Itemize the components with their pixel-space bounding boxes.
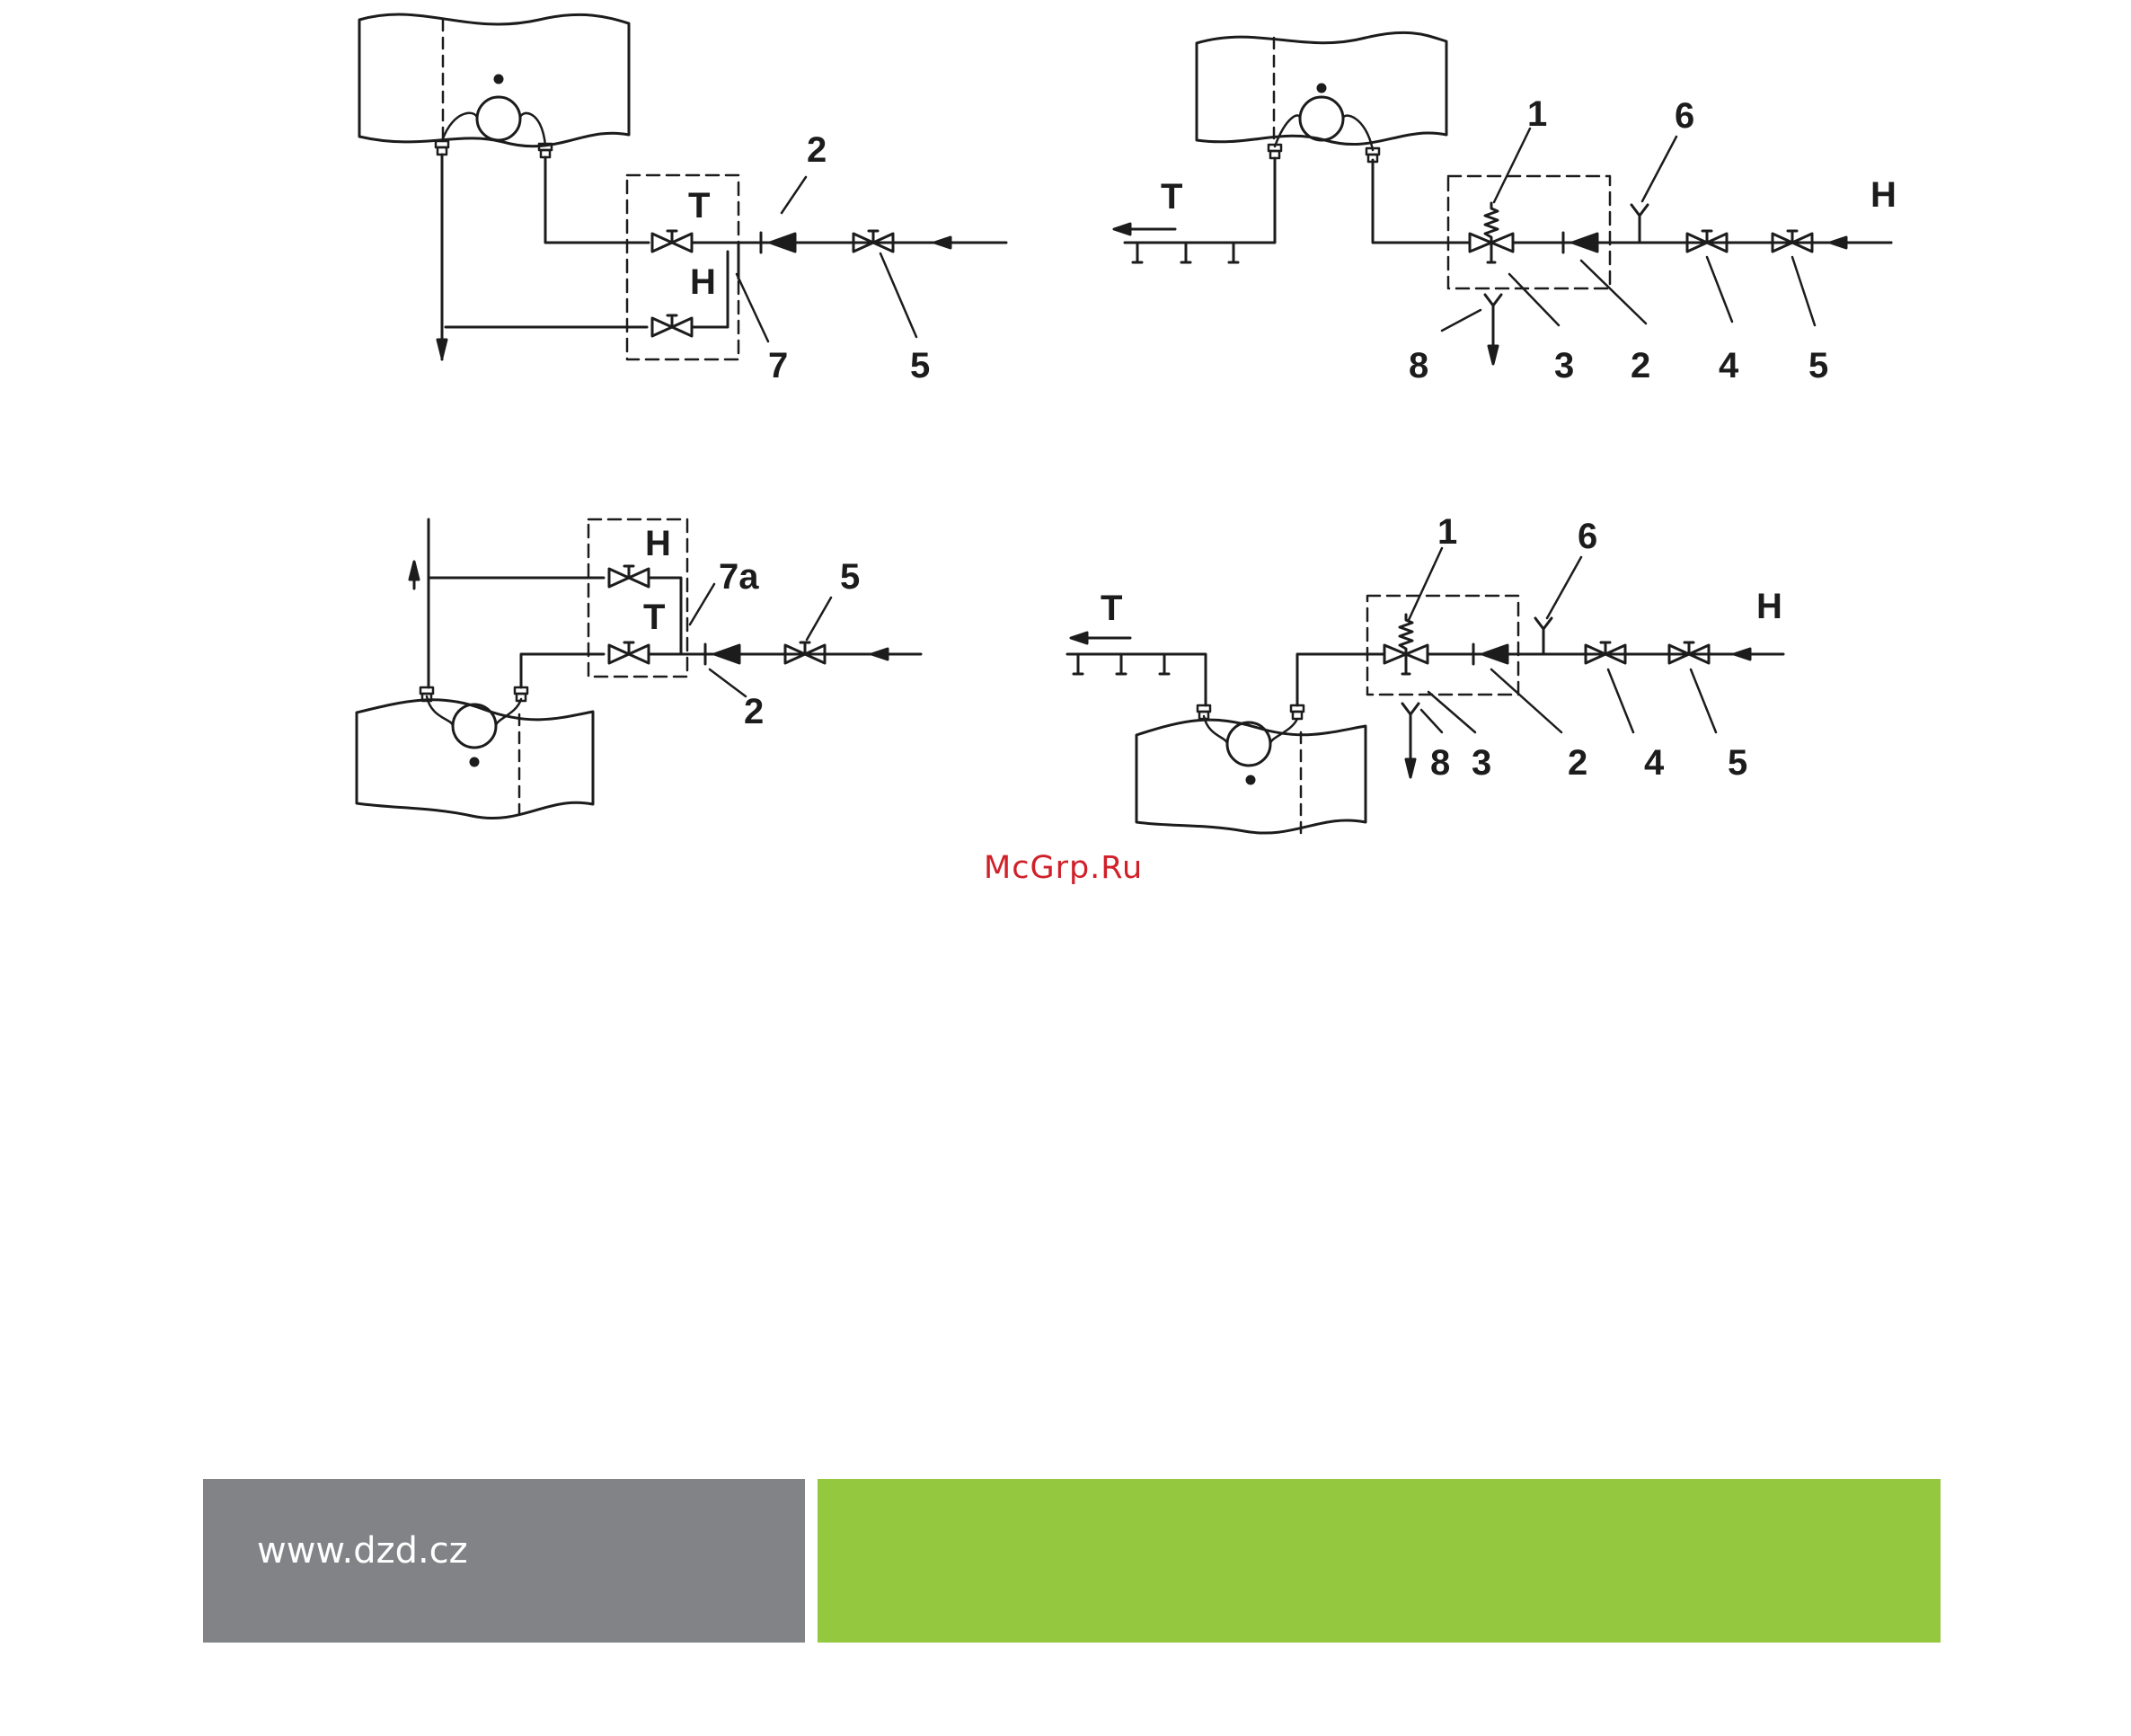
leader-5 bbox=[1792, 257, 1815, 325]
label-H: H bbox=[690, 262, 716, 302]
valve-group-box bbox=[1367, 596, 1518, 695]
label-6: 6 bbox=[1578, 517, 1598, 556]
tap-2 bbox=[1117, 654, 1126, 674]
diagram-3 bbox=[357, 519, 921, 819]
tap-3 bbox=[1229, 243, 1238, 262]
leader-2 bbox=[1491, 669, 1561, 732]
drain-arrow bbox=[1489, 346, 1498, 364]
funnel-6 bbox=[1535, 618, 1552, 629]
footer-grey-panel bbox=[203, 1479, 805, 1643]
leader-1 bbox=[1494, 128, 1530, 202]
label-7: 7 bbox=[768, 346, 789, 385]
heater-dot bbox=[1318, 84, 1325, 92]
valve-T-upper bbox=[652, 231, 692, 252]
label-5: 5 bbox=[1808, 346, 1829, 385]
diagram-4 bbox=[1067, 512, 1783, 836]
pipe-cold-in bbox=[1297, 654, 1384, 705]
label-H: H bbox=[1870, 175, 1897, 215]
inlet-arrow-head bbox=[934, 237, 951, 248]
label-2: 2 bbox=[1568, 743, 1588, 783]
leader-2 bbox=[1581, 261, 1646, 323]
label-3: 3 bbox=[1472, 743, 1492, 783]
leader-4 bbox=[1707, 257, 1732, 322]
label-4: 4 bbox=[1644, 743, 1665, 783]
label-5: 5 bbox=[840, 557, 861, 597]
footer-url[interactable]: www.dzd.cz bbox=[257, 1530, 468, 1572]
label-T: T bbox=[1161, 177, 1183, 217]
heater-circle bbox=[1227, 722, 1270, 766]
tap-1 bbox=[1133, 243, 1142, 262]
label-2: 2 bbox=[807, 130, 827, 170]
label-T: T bbox=[643, 598, 666, 637]
inlet-arrow-head bbox=[871, 649, 888, 660]
label-1: 1 bbox=[1527, 94, 1548, 134]
diagram-1 bbox=[359, 14, 1006, 385]
label-2: 2 bbox=[744, 692, 765, 731]
heater-circle bbox=[477, 97, 520, 140]
leader-5 bbox=[807, 598, 831, 640]
leader-5 bbox=[880, 253, 916, 337]
leader-8 bbox=[1442, 310, 1481, 331]
drain-funnel-8 bbox=[1402, 704, 1419, 714]
pipe-cold bbox=[521, 654, 604, 687]
hot-outlet-arrow-head bbox=[1114, 224, 1130, 235]
watermark: McGrp.Ru bbox=[984, 850, 1144, 886]
safety-valve-1 bbox=[1384, 615, 1428, 674]
valve-T bbox=[609, 642, 649, 663]
outlet-arrow bbox=[438, 340, 447, 358]
leader-7a bbox=[690, 584, 714, 624]
leader-6 bbox=[1642, 137, 1676, 201]
diagram-2 bbox=[1114, 32, 1897, 385]
label-7a: 7a bbox=[719, 557, 759, 597]
label-8: 8 bbox=[1430, 743, 1451, 783]
label-5: 5 bbox=[1728, 743, 1748, 783]
leader-5 bbox=[1691, 669, 1716, 732]
heater-circle bbox=[453, 704, 496, 748]
heater-dot bbox=[495, 75, 502, 83]
leader-8 bbox=[1421, 710, 1442, 732]
cold-inlet-arrow-head bbox=[1830, 237, 1846, 248]
label-H: H bbox=[645, 524, 671, 563]
pipe-cold-in bbox=[1373, 160, 1469, 243]
label-4: 4 bbox=[1719, 346, 1739, 385]
safety-valve-1 bbox=[1470, 203, 1513, 262]
drain-arrow bbox=[1406, 759, 1415, 777]
nozzle-cold bbox=[436, 141, 448, 155]
label-8: 8 bbox=[1409, 346, 1429, 385]
label-5: 5 bbox=[910, 346, 931, 385]
pipe-hot-out bbox=[1067, 654, 1206, 705]
valve-H-lower bbox=[652, 315, 692, 336]
heater-circle bbox=[1300, 97, 1343, 140]
label-2: 2 bbox=[1631, 346, 1651, 385]
leader-4 bbox=[1608, 669, 1633, 732]
label-6: 6 bbox=[1675, 96, 1695, 136]
label-T: T bbox=[688, 186, 711, 226]
valve-H bbox=[609, 566, 649, 587]
drain-funnel-8 bbox=[1485, 295, 1501, 306]
pipe-cold-in bbox=[545, 157, 649, 243]
tap-1 bbox=[1074, 654, 1083, 674]
cold-inlet-arrow-head bbox=[1734, 649, 1750, 660]
tap-2 bbox=[1181, 243, 1190, 262]
leader-7 bbox=[737, 274, 768, 341]
funnel-6 bbox=[1631, 205, 1648, 216]
leader-2 bbox=[782, 177, 806, 213]
label-3: 3 bbox=[1554, 346, 1575, 385]
label-T: T bbox=[1101, 589, 1123, 628]
valve-group-box bbox=[1448, 176, 1610, 288]
hot-outlet-arrow-head bbox=[1071, 633, 1087, 643]
leader-2 bbox=[710, 669, 746, 696]
footer-green-panel bbox=[818, 1479, 1941, 1643]
label-H: H bbox=[1756, 587, 1782, 626]
heater-dot bbox=[471, 758, 478, 766]
nozzle-right bbox=[1291, 705, 1304, 719]
leader-1 bbox=[1409, 548, 1442, 620]
label-1: 1 bbox=[1437, 512, 1458, 552]
heater-dot bbox=[1247, 776, 1254, 784]
leader-3 bbox=[1509, 274, 1559, 325]
tap-3 bbox=[1160, 654, 1169, 674]
leader-6 bbox=[1547, 557, 1581, 618]
